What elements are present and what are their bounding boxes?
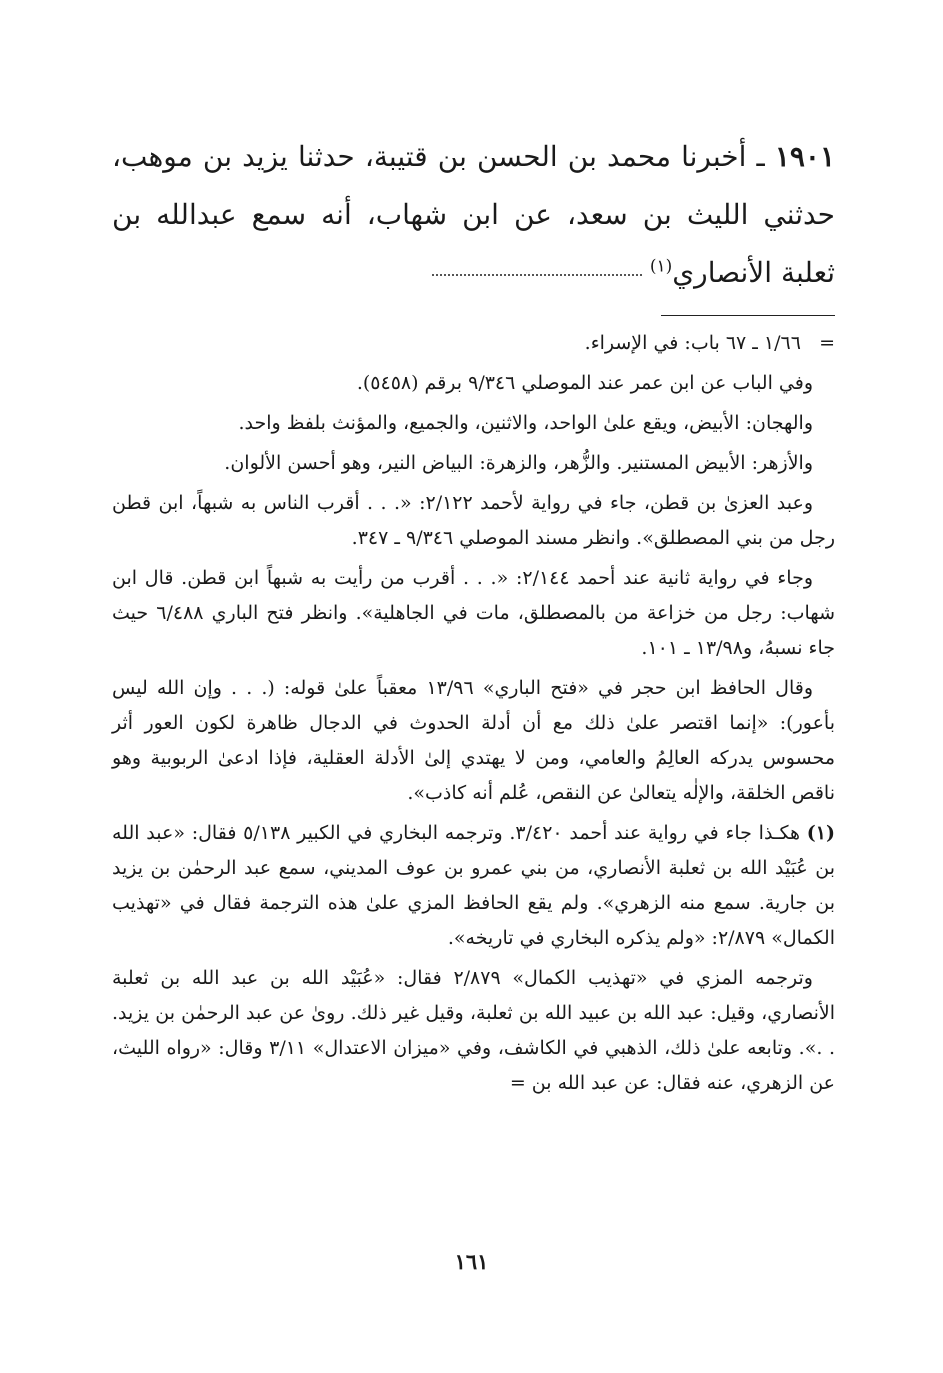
dotted-leader — [432, 273, 642, 276]
footnote-paragraph: والأزهر: الأبيض المستنير. والزُّهر، والزهرة: البياض النير، وهو أحسن الألوان. — [224, 452, 813, 474]
footnote-reference: (١) — [649, 256, 673, 277]
footnote-1-label: (١) — [806, 822, 835, 844]
footnotes-section — [112, 326, 835, 1106]
footnote-1: (١) هكـذا جاء في رواية عند أحمد ٣/٤٢٠. وترجمه البخاري في الكبير ٥/١٣٨ فقال: «عبد الله بن عُبَيْد الله بن ثعلبة الأنصاري، من بني عمرو بن عوف المديني، سمع عبد الرحمٰن بن يزيد بن جارية. سمع منه الزهري». ولم يقع الحافظ المزي علىٰ هذه الترجمة فقال في «تهذيب الكمال» ٢/٨٧٩: «ولم يذكره البخاري في تاريخه». — [112, 822, 835, 949]
footnote-paragraph: = ١/٦٦ ـ ٦٧ باب: في الإسراء. — [112, 326, 835, 361]
hadith-number: ١٩٠١ — [774, 140, 835, 173]
hadith-text — [112, 128, 835, 302]
footnote-paragraph: وقال الحافظ ابن حجر في «فتح الباري» ١٣/٩٦ معقباً علىٰ قوله: (. . . وإن الله ليس بأعور): «إنما اقتصر علىٰ ذلك مع أن أدلة الحدوث في الدجال ظاهرة لكون العور أثر محسوس يدركه العالِمُ والعامي، ومن لا يهتدي إلىٰ الأدلة العقلية، فإذا ادعىٰ الربوبية وهو ناقص الخلقة، والإلٰه يتعالىٰ عن النقص، عُلم أنه كاذب». — [112, 677, 835, 804]
page-number: ١٦١ — [454, 1249, 489, 1274]
footnote-separator — [661, 315, 835, 316]
footnote-paragraph: وجاء في رواية ثانية عند أحمد ٢/١٤٤: «. . . أقرب من رأيت به شبهاً ابن قطن. قال ابن شهاب: رجل من خزاعة من بالمصطلق، مات في الجاهلية». وانظر فتح الباري ٦/٤٨٨ حيث جاء نسبهُ، و١٣/٩٨ ـ ١٠١. — [112, 567, 835, 659]
hadith-body: ـ أخبرنا محمد بن الحسن بن قتيبة، حدثنا يزيد بن موهب، حدثني الليث بن سعد، عن ابن شهاب، أنه سمع عبدالله بن ثعلبة الأنصاري — [112, 140, 835, 289]
continuation-mark: = — [819, 332, 835, 354]
footnote-paragraph: والهجان: الأبيض، ويقع علىٰ الواحد، والاثنين، والجميع، والمؤنث بلفظ واحد. — [238, 412, 813, 434]
footnote-1-paragraph: وترجمه المزي في «تهذيب الكمال» ٢/٨٧٩ فقال: «عُبَيْد الله بن عبد الله بن ثعلبة الأنصاري، وقيل: عبد الله بن عبيد الله بن ثعلبة، وقيل غير ذلك. روىٰ عن عبد الرحمٰن بن يزيد. . .». وتابعه علىٰ ذلك، الذهبي في الكاشف، وفي «ميزان الاعتدال» ٣/١١ وقال: «رواه الليث، عن الزهري، عنه فقال: عن عبد الله بن = — [112, 967, 835, 1094]
footnote-paragraph: وفي الباب عن ابن عمر عند الموصلي ٩/٣٤٦ برقم (٥٤٥٨). — [356, 372, 813, 394]
footnote-paragraph: وعبد العزىٰ بن قطن، جاء في رواية لأحمد ٢/١٢٢: «. . . أقرب الناس به شبهاً، ابن قطن رجل من بني المصطلق». وانظر مسند الموصلي ٩/٣٤٦ ـ ٣٤٧. — [112, 492, 835, 549]
